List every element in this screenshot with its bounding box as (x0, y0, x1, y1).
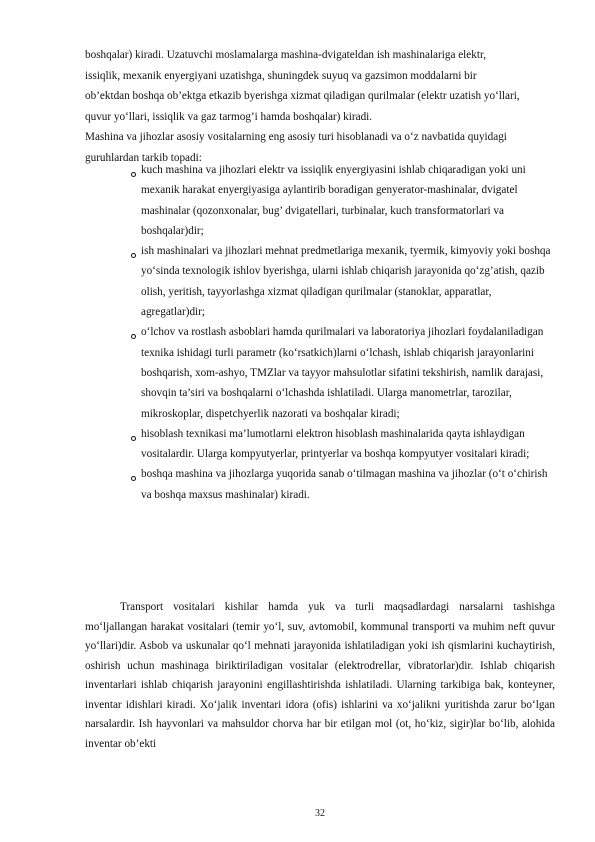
intro-text (85, 45, 555, 168)
intro-line: issiqlik, mexanik enyergiyani uzatishga, shuningdek suyuq va gazsimon moddalarni bir (85, 69, 477, 82)
list-item: ish mashinalari va jihozlari mehnat predmetlariga mexanik, tyermik, kimyoviy yoki boshqa yo‘sinda texnologik ishlov byerishga, ularni ishlab chiqarish jarayonida qo‘zg’atish, qazib olish, yeritish, tayyorlashga xizmat qiladigan qurilmalar (stanoklar, apparatlar, agregatlar)dir; (141, 241, 553, 322)
list-item: boshqa mashina va jihozlarga yuqorida sanab o‘tilmagan mashina va jihozlar (o‘t o‘chirish va boshqa maxsus mashinalar) kiradi. (141, 464, 553, 505)
intro-line: boshqalar) kiradi. Uzatuvchi moslamalarga mashina-dvigateldan ish mashinalariga elektr, (85, 49, 487, 61)
intro-line: quvur yo‘llari, issiqlik va gaz tarmog’i hamda boshqalar) kiradi. (85, 110, 373, 123)
equipment-group-list (141, 160, 553, 505)
body-paragraph: Transport vositalari kishilar hamda yuk va turli maqsadlardagi narsalarni tashishga mo‘ljallangan harakat vositalari (temir yo‘l, suv, avtomobil, kommunal transporti va muhim neft quvur yo‘llari)dir. Asbob va uskunalar qo‘l mehnati jarayonida ishlatiladigan yoki ish qismlarini kuchaytirish, oshirish uchun mashinaga biriktiriladigan vositalar (elektrodrellar, vibratorlar)dir. Ishlab chiqarish inventarlari ishlab chiqarish jarayonini engillashtirishda ishlatiladi. Ularning tarkibiga bak, konteyner, inventar idishlari kiradi. Xo‘jalik inventari idora (ofis) ishlarini va xo‘jalikni yuritishda zarur bo‘lgan narsalardir. Ish hayvonlari va mahsuldor chorva har bir etilgan mol (ot, ho‘kiz, sigir)lar bo‘lib, alohida inventar ob’ekti (85, 601, 555, 750)
intro-line: ob’ektdan boshqa ob’ektga etkazib byerishga xizmat qiladigan qurilmalar (elektr uzatish yo‘llari, (85, 90, 520, 102)
page-number: 32 (315, 808, 325, 819)
list-item: o‘lchov va rostlash asboblari hamda qurilmalari va laboratoriya jihozlari foydalaniladigan texnika ishidagi turli parametr (ko‘rsatkich)larni o‘lchash, ishlab chiqarish jarayonlarini boshqarish, xom-ashyo, TMZlar va tayyor mahsulotlar sifatini tekshirish, namlik darajasi, shovqin ta’siri va boshqalarni o‘lchashda ishlatiladi. Ularga manometrlar, tarozilar, mikroskoplar, dispetchyerlik nazorati va boshqalar kiradi; (141, 322, 553, 423)
intro-line: Mashina va jihozlar asosiy vositalarning eng asosiy turi hisoblanadi va o‘z navbatida quyidagi (85, 131, 507, 143)
list-item: kuch mashina va jihozlari elektr va issiqlik enyergiyasini ishlab chiqaradigan yoki uni mexanik harakat enyergiyasiga aylantirib boradigan genyerator-mashinalar, dvigatel mashinalar (qozonxonalar, bug’ dvigatellari, turbinalar, kuch transformatorlari va boshqalar)dir; (141, 160, 553, 241)
list-item: hisoblash texnikasi ma’lumotlarni elektron hisoblash mashinalarida qayta ishlaydigan vositalardir. Ularga kompyutyerlar, printyerlar va boshqa kompyutyer vositalari kiradi; (141, 424, 553, 465)
intro-line: guruhlardan tarkib topadi: (85, 151, 202, 164)
